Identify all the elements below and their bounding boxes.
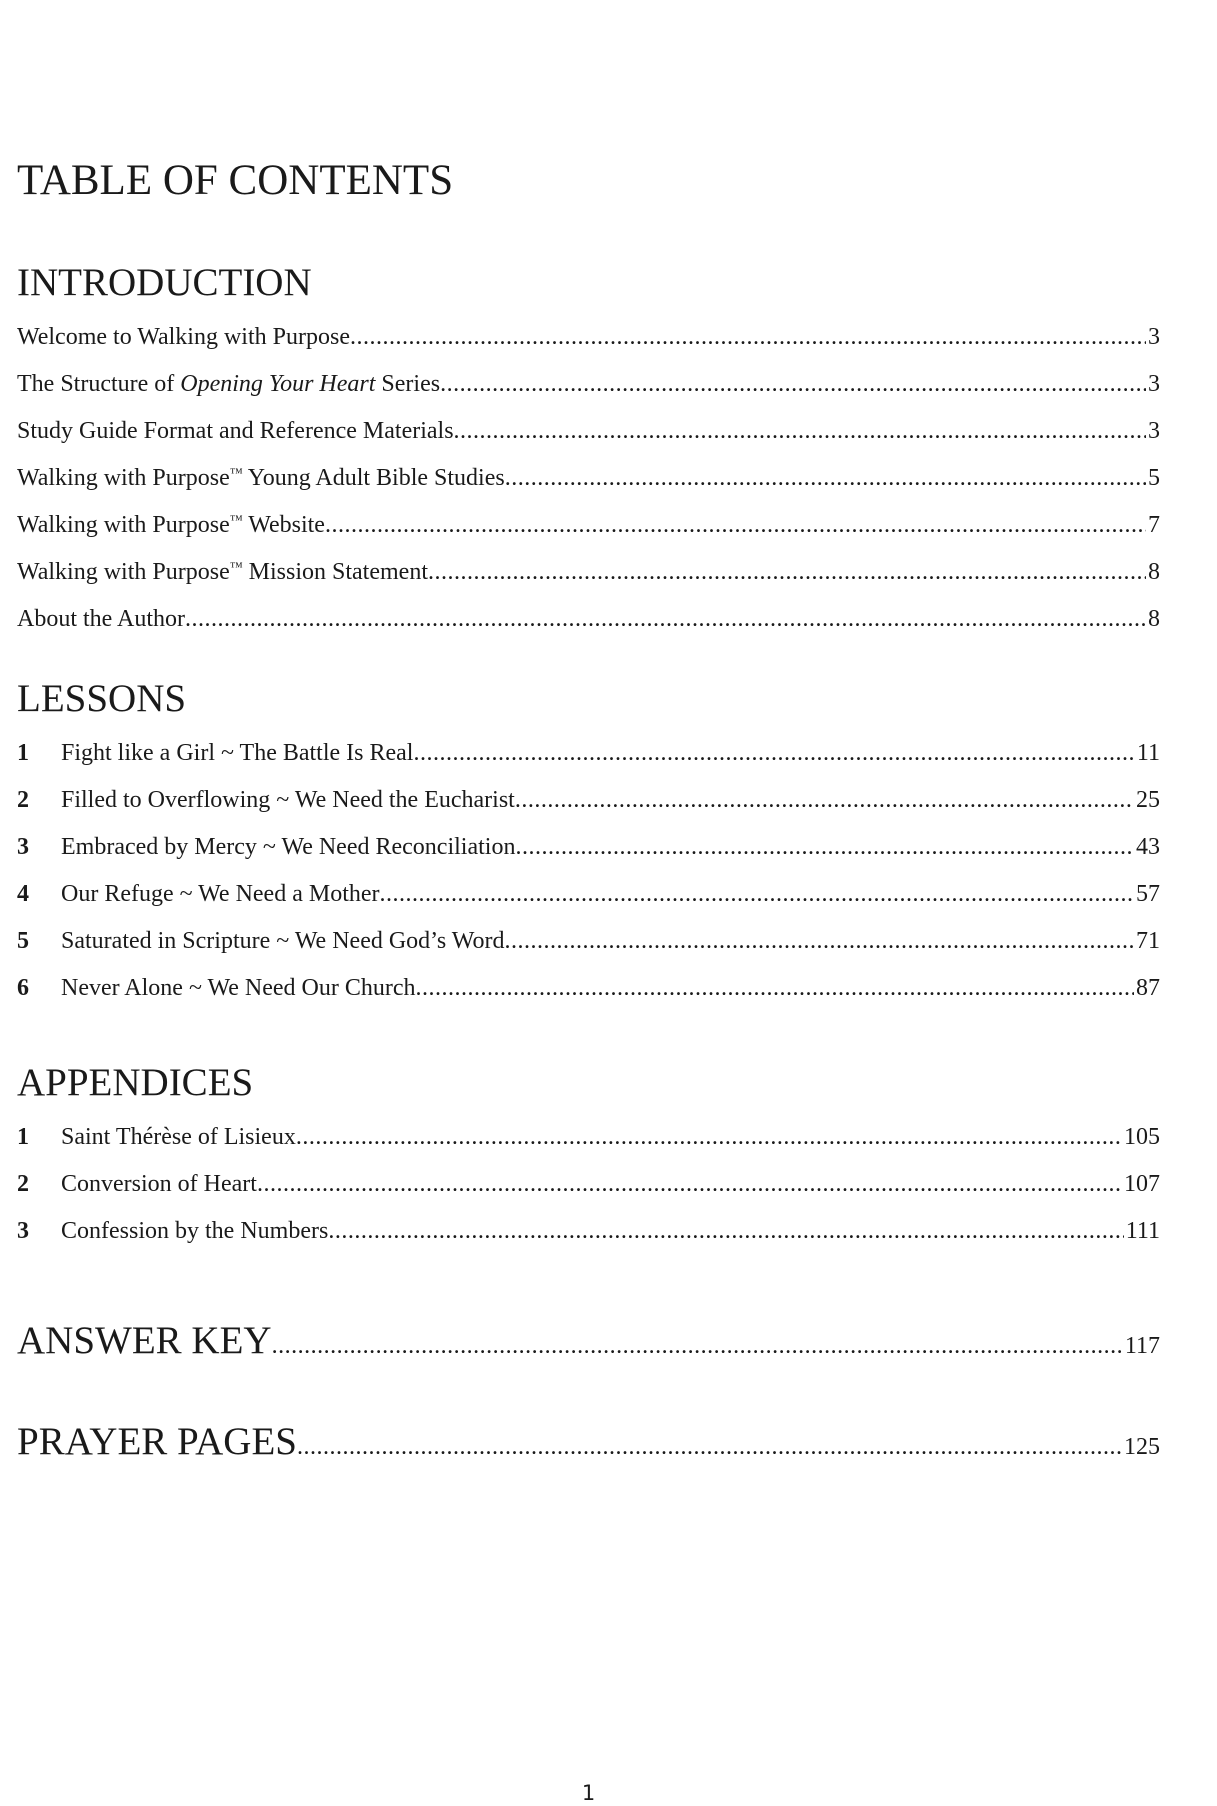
toc-entry-study-guide-format[interactable] bbox=[17, 415, 1160, 447]
entry-label: Welcome to Walking with Purpose bbox=[17, 324, 350, 350]
entry-number: 2 bbox=[17, 787, 29, 813]
dot-leader bbox=[350, 321, 1146, 353]
toc-entry-website[interactable] bbox=[17, 509, 1160, 541]
toc-entry-appendix-3[interactable] bbox=[17, 1215, 1160, 1247]
appendices-heading: APPENDICES bbox=[17, 1061, 254, 1104]
dot-leader bbox=[515, 784, 1134, 816]
toc-entry-about-author[interactable] bbox=[17, 603, 1160, 635]
toc-entry-appendix-1[interactable] bbox=[17, 1121, 1160, 1153]
entry-label: Our Refuge ~ We Need a Mother bbox=[61, 881, 380, 907]
entry-number: 3 bbox=[17, 1218, 29, 1244]
dot-leader bbox=[440, 368, 1146, 400]
dot-leader bbox=[185, 603, 1146, 635]
dot-leader bbox=[296, 1121, 1122, 1153]
entry-page-number: 3 bbox=[1148, 418, 1160, 444]
entry-page-number: 5 bbox=[1148, 465, 1160, 491]
toc-page bbox=[17, 0, 1160, 1805]
answer-key-label: ANSWER KEY bbox=[17, 1319, 272, 1362]
entry-label: Embraced by Mercy ~ We Need Reconciliation bbox=[61, 834, 516, 860]
toc-entry-lesson-6[interactable] bbox=[17, 972, 1160, 1004]
entry-label: Filled to Overflowing ~ We Need the Eucharist bbox=[61, 787, 515, 813]
entry-label: Walking with Purpose™ Website bbox=[17, 512, 325, 538]
entry-label: Fight like a Girl ~ The Battle Is Real bbox=[61, 740, 414, 766]
trademark-symbol: ™ bbox=[229, 465, 243, 481]
toc-entry-structure[interactable] bbox=[17, 368, 1160, 400]
entry-label: About the Author bbox=[17, 606, 185, 632]
entry-page-number: 117 bbox=[1124, 1333, 1160, 1359]
entry-label: The Structure of Opening Your Heart Series bbox=[17, 371, 441, 397]
entry-label: Saint Thérèse of Lisieux bbox=[61, 1124, 296, 1150]
entry-page-number: 111 bbox=[1125, 1218, 1160, 1244]
dot-leader bbox=[454, 415, 1146, 447]
prayer-pages-label: PRAYER PAGES bbox=[17, 1420, 297, 1463]
dot-leader bbox=[505, 462, 1146, 494]
introduction-heading: INTRODUCTION bbox=[17, 261, 312, 304]
entry-label: Conversion of Heart bbox=[61, 1171, 257, 1197]
dot-leader bbox=[328, 1215, 1123, 1247]
entry-page-number: 105 bbox=[1124, 1124, 1160, 1150]
entry-number: 6 bbox=[17, 975, 29, 1001]
entry-page-number: 8 bbox=[1148, 606, 1160, 632]
entry-label: Saturated in Scripture ~ We Need God’s Word bbox=[61, 928, 505, 954]
entry-page-number: 3 bbox=[1148, 324, 1160, 350]
entry-label: Confession by the Numbers bbox=[61, 1218, 329, 1244]
toc-title: TABLE OF CONTENTS bbox=[17, 157, 454, 204]
dot-leader bbox=[257, 1168, 1122, 1200]
toc-entry-lesson-1[interactable] bbox=[17, 737, 1160, 769]
trademark-symbol: ™ bbox=[229, 559, 243, 575]
entry-label: Walking with Purpose™ Mission Statement bbox=[17, 559, 428, 585]
entry-number: 2 bbox=[17, 1171, 29, 1197]
entry-label: Study Guide Format and Reference Materials bbox=[17, 418, 454, 444]
entry-label: Never Alone ~ We Need Our Church bbox=[61, 975, 416, 1001]
toc-entry-lesson-5[interactable] bbox=[17, 925, 1160, 957]
entry-page-number: 71 bbox=[1136, 928, 1160, 954]
dot-leader bbox=[428, 556, 1146, 588]
lessons-heading: LESSONS bbox=[17, 677, 187, 720]
entry-label: Walking with Purpose™ Young Adult Bible Studies bbox=[17, 465, 505, 491]
entry-page-number: 25 bbox=[1136, 787, 1160, 813]
footer-page-number: 1 bbox=[581, 1781, 596, 1805]
entry-page-number: 8 bbox=[1148, 559, 1160, 585]
entry-number: 1 bbox=[17, 740, 29, 766]
entry-page-number: 125 bbox=[1124, 1434, 1160, 1460]
toc-entry-appendix-2[interactable] bbox=[17, 1168, 1160, 1200]
entry-page-number: 3 bbox=[1148, 371, 1160, 397]
dot-leader bbox=[416, 972, 1134, 1004]
toc-entry-answer-key[interactable] bbox=[17, 1317, 1160, 1365]
entry-page-number: 107 bbox=[1124, 1171, 1160, 1197]
dot-leader bbox=[515, 831, 1134, 863]
entry-page-number: 43 bbox=[1136, 834, 1160, 860]
dot-leader bbox=[272, 1333, 1123, 1360]
entry-page-number: 11 bbox=[1136, 740, 1160, 766]
entry-number: 1 bbox=[17, 1124, 29, 1150]
trademark-symbol: ™ bbox=[229, 512, 243, 528]
dot-leader bbox=[325, 509, 1146, 541]
toc-entry-young-adult-studies[interactable] bbox=[17, 462, 1160, 494]
series-title: Opening Your Heart bbox=[180, 371, 376, 397]
toc-entry-lesson-2[interactable] bbox=[17, 784, 1160, 816]
entry-page-number: 7 bbox=[1148, 512, 1160, 538]
dot-leader bbox=[413, 737, 1134, 769]
toc-entry-welcome[interactable] bbox=[17, 321, 1160, 353]
dot-leader bbox=[297, 1434, 1122, 1461]
toc-entry-lesson-4[interactable] bbox=[17, 878, 1160, 910]
toc-entry-mission-statement[interactable] bbox=[17, 556, 1160, 588]
toc-entry-prayer-pages[interactable] bbox=[17, 1418, 1160, 1466]
entry-number: 5 bbox=[17, 928, 29, 954]
dot-leader bbox=[504, 925, 1134, 957]
entry-number: 4 bbox=[17, 881, 29, 907]
entry-number: 3 bbox=[17, 834, 29, 860]
dot-leader bbox=[380, 878, 1134, 910]
entry-page-number: 57 bbox=[1136, 881, 1160, 907]
entry-page-number: 87 bbox=[1136, 975, 1160, 1001]
toc-entry-lesson-3[interactable] bbox=[17, 831, 1160, 863]
